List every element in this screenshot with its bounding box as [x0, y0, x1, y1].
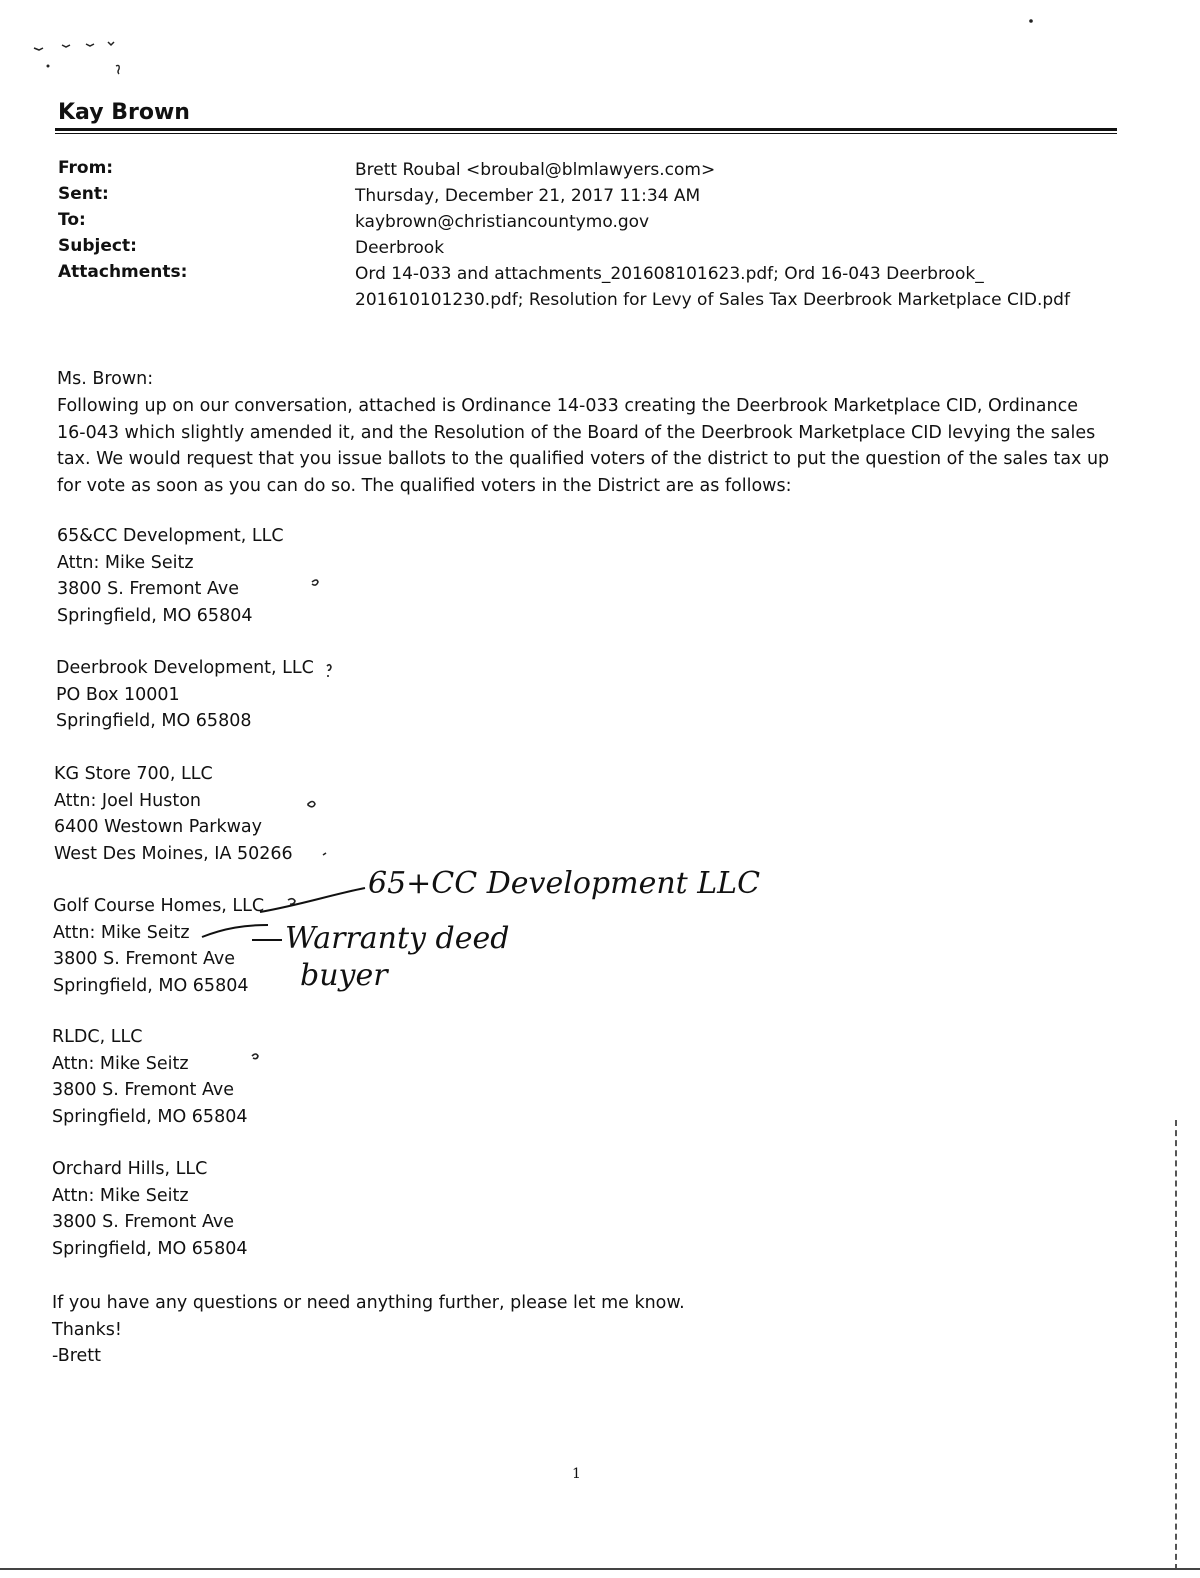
voter-city: Springfield, MO 65804	[52, 1238, 248, 1259]
closing-thanks: Thanks!	[52, 1319, 122, 1340]
scan-specks	[34, 19, 1033, 74]
voter-street: 3800 S. Fremont Ave	[52, 1212, 235, 1232]
voter-name: 65&CC Development, LLC	[57, 526, 284, 546]
scan-edge-mark	[1175, 1120, 1179, 1570]
voter-name: Deerbrook Development, LLC	[56, 658, 314, 678]
salutation: Ms. Brown:	[57, 369, 154, 389]
voter-name: KG Store 700, LLC	[54, 764, 213, 784]
closing-line: If you have any questions or need anything further, please let me know.	[52, 1293, 685, 1313]
voter-street: 6400 Westown Parkway	[54, 817, 263, 837]
subject-value: Deerbrook	[355, 238, 445, 258]
from-label: From:	[58, 158, 114, 178]
voter-city: Springfield, MO 65804	[57, 605, 253, 626]
voter-name: Golf Course Homes, LLC	[53, 896, 265, 916]
from-value: Brett Roubal <broubal@blmlawyers.com>	[355, 160, 716, 180]
voter-street: 3800 S. Fremont Ave	[53, 949, 236, 969]
page-number: 1	[572, 1466, 581, 1482]
voter-name: Orchard Hills, LLC	[52, 1159, 208, 1179]
scan-bottom-edge	[0, 1568, 1200, 1570]
voter-attn: Attn: Joel Huston	[54, 790, 202, 811]
voter-street: 3800 S. Fremont Ave	[52, 1080, 235, 1100]
body-paragraph: Following up on our conversation, attached is Ordinance 14-033 creating the Deerbrook Marketplace CID, Ordinance 16-043 which slightly amended it, and the Resolution of the Board of the Deerbrook Marketplace CID levying the sales tax. We would request that you issue ballots to the qualified voters of the district to put the question of the sales tax up for vote as soon as you can do so. The qualified voters in the District are as follows:	[57, 396, 1110, 496]
handwritten-note-deed: Warranty deed	[285, 921, 510, 956]
voter-attn: Attn: Mike Seitz	[52, 1185, 189, 1206]
voter-attn: Attn: Mike Seitz	[53, 922, 190, 943]
subject-label: Subject:	[58, 236, 137, 256]
handwritten-note-buyer: buyer	[300, 958, 388, 993]
sent-value: Thursday, December 21, 2017 11:34 AM	[355, 186, 701, 206]
mailbox-owner-name: Kay Brown	[58, 100, 190, 125]
attachments-value: Ord 14-033 and attachments_201608101623.pdf; Ord 16-043 Deerbrook_ 201610101230.pdf; Resolution for Levy of Sales Tax Deerbrook Marketplace CID.pdf	[355, 264, 1070, 310]
voter-attn: Attn: Mike Seitz	[57, 552, 194, 573]
to-value: kaybrown@christiancountymo.gov	[355, 212, 650, 232]
voter-city: Springfield, MO 65808	[56, 711, 252, 731]
voter-attn: Attn: Mike Seitz	[52, 1053, 189, 1074]
voter-street: 3800 S. Fremont Ave	[57, 579, 240, 599]
voter-city: Springfield, MO 65804	[52, 1106, 248, 1127]
voter-street: PO Box 10001	[56, 684, 180, 705]
attachments-label: Attachments:	[58, 262, 188, 282]
handwritten-note-company: 65+CC Development LLC	[368, 866, 761, 901]
voter-city: Springfield, MO 65804	[53, 975, 249, 996]
to-label: To:	[58, 210, 86, 230]
voter-city: West Des Moines, IA 50266	[54, 843, 293, 864]
closing-signature: -Brett	[52, 1346, 101, 1366]
sent-label: Sent:	[58, 184, 109, 204]
voter-name: RLDC, LLC	[52, 1027, 143, 1047]
